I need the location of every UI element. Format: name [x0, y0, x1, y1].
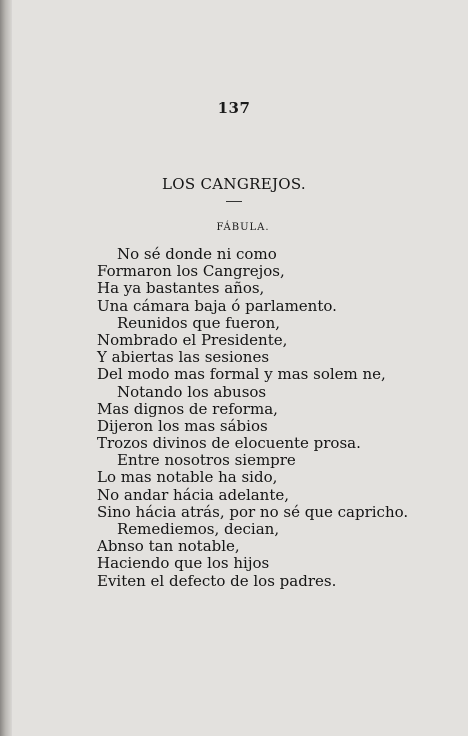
poem-line: No andar hácia adelante, [97, 485, 290, 504]
poem-line: Una cámara baja ó parlamento. [97, 296, 337, 315]
poem-line: Haciendo que los hijos [97, 554, 270, 573]
poem-title: LOS CANGREJOS. [162, 175, 306, 193]
poem-line: Sino hácia atrás, por no sé que capricho. [97, 502, 409, 521]
poem-line: No sé donde ni como [117, 245, 277, 263]
poem-line: Abnso tan notable, [97, 537, 240, 556]
poem-line: Del modo mas formal y mas solem ne, [97, 365, 386, 384]
title-divider [226, 201, 242, 202]
poem-line: Trozos divinos de elocuente prosa. [97, 434, 361, 453]
poem-line: Remediemos, decian, [117, 520, 280, 538]
poem-line: Notando los abusos [117, 382, 267, 401]
poem-line: Entre nosotros siempre [117, 451, 296, 470]
poem-line: Formaron los Cangrejos, [97, 262, 285, 281]
poem-line: Mas dignos de reforma, [97, 399, 278, 418]
poem-body [97, 246, 427, 590]
poem-line: Lo mas notable ha sido, [97, 468, 278, 487]
poem-line: Nombrado el Presidente, [97, 330, 288, 349]
page-number: 137 [217, 99, 251, 117]
poem-line: Ha ya bastantes años, [97, 279, 265, 298]
poem-subtitle: FÁBULA. [216, 222, 270, 233]
poem-line: Eviten el defecto de los padres. [97, 571, 337, 590]
poem-line: Reunidos que fueron, [117, 313, 281, 332]
poem-line: Dijeron los mas sábios [97, 416, 268, 435]
poem-line: Y abiertas las sesiones [97, 348, 270, 367]
